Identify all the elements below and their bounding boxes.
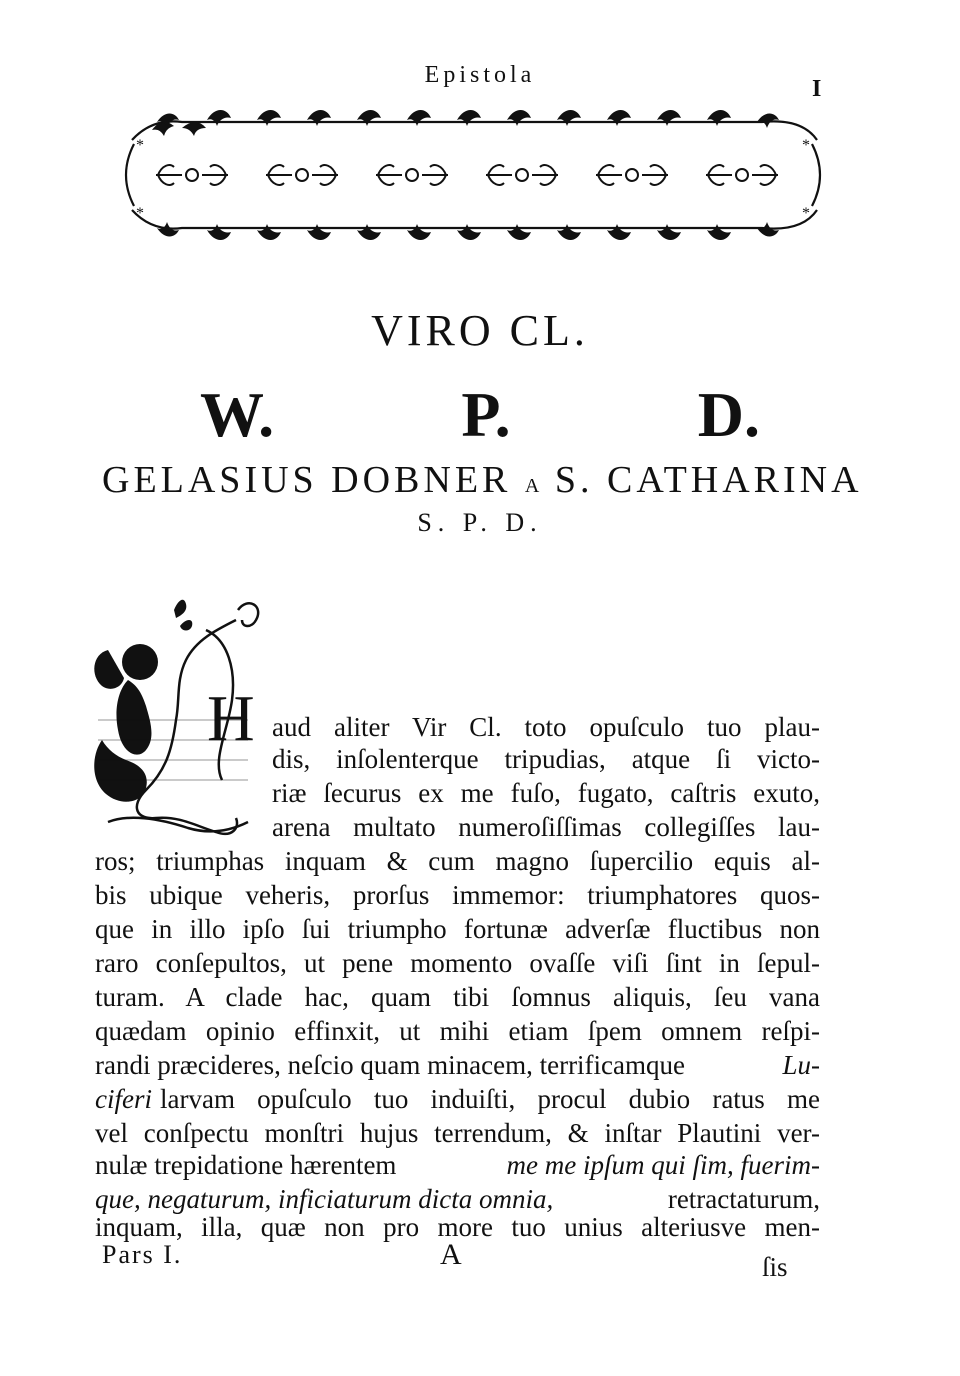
svg-text:*: * (802, 205, 810, 222)
body-line-12-italic: ciferi (95, 1084, 152, 1114)
body-line-10: quædam opinio effinxit, ut mihi etiam ſpem omnem reſpi- (95, 1016, 820, 1046)
body-line-11-text: randi præcideres, neſcio quam minacem, terrificamque (95, 1050, 686, 1080)
svg-text:*: * (802, 137, 810, 154)
dedication-initials (200, 378, 760, 452)
body-line-9: turam. A clade hac, quam tibi ſomnus aliquis, ſeu vana (95, 982, 820, 1012)
initial-d: D. (697, 379, 760, 450)
italic-luc: Lu- (782, 1050, 820, 1080)
initial-p: P. (461, 379, 511, 450)
page-number: I (812, 76, 822, 102)
body-line-2: dis, inſolenterque tripudias, atque ſi victo- (272, 744, 820, 774)
headpiece-ornament (112, 100, 834, 248)
body-line-4: arena multato numeroſiſſimas collegiſſes lau- (272, 812, 820, 842)
greeting: S. P. D. (417, 508, 543, 537)
svg-text:*: * (136, 205, 144, 222)
author-line (102, 458, 863, 502)
body-line-16: inquam, illa, quæ non pro more tuo unius alteriusve men- (95, 1212, 820, 1242)
author-name: GELASIUS DOBNER (102, 459, 512, 501)
body-line-1: aud aliter Vir Cl. toto opuſculo tuo plau- (272, 712, 820, 742)
body-line-5: ros; triumphas inquam & cum magno ſupercilio equis al- (95, 846, 820, 876)
author-connector: A (524, 475, 542, 497)
body-line-12 (95, 1084, 820, 1114)
body-line-12-text: larvam opuſculo tuo induiſti, procul dubio ratus me (159, 1084, 820, 1114)
svg-text:*: * (136, 137, 144, 154)
body-line-15-text: retractaturum, (667, 1184, 820, 1214)
initial-w: W. (200, 379, 275, 450)
body-line-6: bis ubique veheris, prorſus immemor: triumphatores quos- (95, 880, 820, 910)
dedication-title: VIRO CL. (371, 306, 589, 355)
body-line-13: vel conſpectu monſtri hujus terrendum, & inſtar Plautini ver- (95, 1118, 820, 1148)
author-place: S. CATHARINA (554, 459, 863, 501)
body-line-8: raro conſepultos, ut pene momento ovaſſe viſi ſint in ſepul- (95, 948, 820, 978)
body-line-15 (95, 1184, 820, 1214)
body-line-15-italic: que, negaturum, inficiaturum dicta omnia, (95, 1184, 554, 1214)
catchword: ſis (762, 1252, 788, 1282)
body-line-11 (95, 1050, 820, 1080)
running-head: Epistola (424, 62, 536, 88)
signature-letter: A (440, 1238, 462, 1271)
body-line-14 (95, 1150, 820, 1180)
body-line-14-italic: me me ipſum qui ſim, fuerim- (506, 1150, 820, 1180)
body-line-7: que in illo ipſo ſui triumpho fortunæ adverſæ fluctibus non (95, 914, 820, 944)
drop-cap-letter: H (207, 682, 255, 755)
signature-mark: Pars I. (102, 1240, 183, 1269)
body-line-3: riæ ſecurus ex me fuſo, fugato, caſtris exuto, (272, 778, 820, 808)
body-line-14-text: nulæ trepidatione hærentem (95, 1150, 397, 1180)
